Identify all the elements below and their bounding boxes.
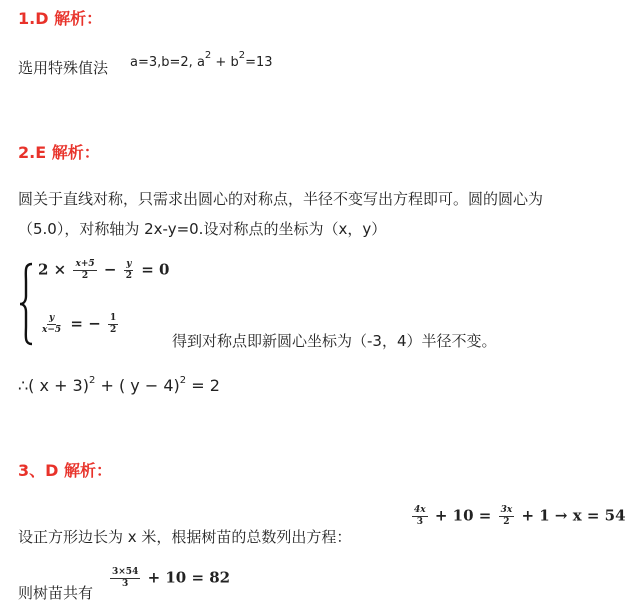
eq1-lead: 2 × [38, 260, 67, 279]
eq-fraction-1 [412, 506, 428, 527]
total-fraction [110, 568, 140, 589]
section-2-heading: 2.E 解析： [18, 143, 100, 162]
eq-tail: + 1 → x = 54 [521, 506, 626, 525]
denominator: 2 [110, 325, 117, 335]
eq1-minus: − [103, 260, 117, 279]
final-part: = 2 [186, 376, 220, 395]
denominator: x−5 [42, 325, 62, 335]
section-2-paragraph-line-1: 圆关于直线对称，只需求出圆心的对称点，半径不变写出方程即可。圆的圆心为 [18, 190, 544, 208]
eq-mid: + 10 = [434, 506, 492, 525]
section-3-paragraph: 设正方形边长为 x 米，根据树苗的总数列出方程： [18, 528, 352, 546]
numerator: y [126, 259, 132, 269]
formula-exponent: 2 [204, 50, 212, 61]
denominator: 3 [122, 579, 129, 589]
section-1-text: 选用特殊值法 [18, 59, 109, 77]
numerator: y [48, 313, 55, 323]
numerator: 1 [110, 313, 117, 323]
formula-part: =13 [245, 55, 273, 70]
brace-icon [18, 262, 34, 346]
numerator: 3x [500, 505, 513, 515]
eq1-tail: = 0 [141, 260, 170, 279]
numerator: 4x [414, 505, 426, 515]
section-2-paragraph-line-2: （5.0），对称轴为 2x-y=0.设对称点的坐标为（x，y） [18, 220, 387, 238]
denominator: 2 [125, 271, 132, 281]
section-2-final-equation [18, 376, 220, 395]
numerator: x+5 [75, 259, 95, 269]
formula-exponent: 2 [238, 50, 246, 61]
equation-1 [38, 260, 169, 281]
final-part: + ( y − 4) [95, 376, 180, 395]
eq2-fraction [40, 314, 63, 335]
final-exponent: 2 [88, 375, 96, 386]
denominator: 2 [81, 271, 89, 281]
section-2-result: 得到对称点即新圆心坐标为（-3，4）半径不变。 [172, 332, 497, 350]
numerator: 3×54 [112, 567, 139, 577]
section-3-heading: 3、D 解析： [18, 461, 112, 480]
eq-fraction-2 [499, 506, 515, 527]
section-1-heading: 1.D 解析： [18, 9, 103, 28]
final-exponent: 2 [179, 375, 187, 386]
eq1-fraction-2 [124, 260, 134, 281]
eq2-fraction-2 [108, 314, 118, 335]
section-3-equation [410, 506, 626, 527]
formula-part: a=3,b=2, a [130, 55, 205, 70]
section-3-total-equation [108, 568, 230, 589]
final-part: ∴( x + 3) [18, 376, 89, 395]
section-3-total-label: 则树苗共有 [18, 584, 94, 602]
denominator: 2 [503, 517, 510, 527]
eq1-fraction [73, 260, 96, 281]
denominator: 3 [416, 517, 423, 527]
equation-2 [38, 314, 120, 335]
section-1-formula [130, 50, 273, 70]
formula-part: + b [211, 55, 239, 70]
total-tail: + 10 = 82 [147, 568, 231, 587]
eq2-mid: = − [70, 314, 101, 333]
